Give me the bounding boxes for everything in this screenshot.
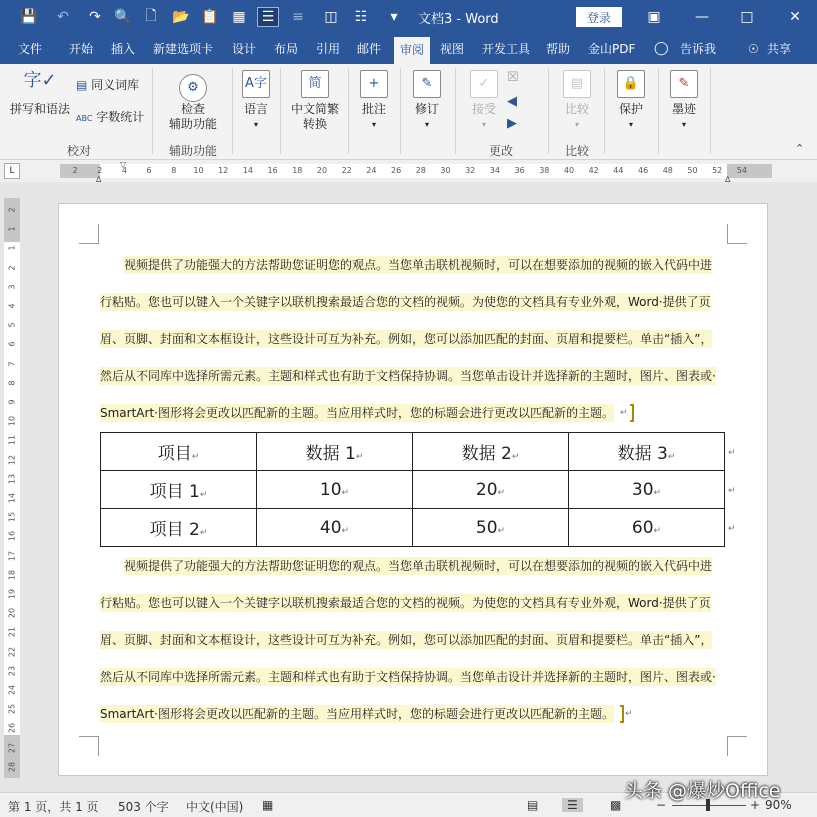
ink-label: 墨迹: [671, 102, 696, 116]
vertical-ruler-tick-label: 7: [7, 361, 17, 367]
ruler-tick-label: 10: [193, 166, 204, 175]
chinese-conversion-button[interactable]: [287, 70, 343, 132]
comments-label: 批注: [361, 102, 386, 116]
table-cell[interactable]: 数据 2↵: [413, 433, 569, 471]
tab-insert[interactable]: 插入: [111, 42, 136, 56]
group-separator: [455, 68, 456, 154]
share-button[interactable]: 共享: [767, 42, 792, 56]
ruler-tick-label: 20: [316, 166, 328, 175]
ruler-bar[interactable]: [60, 164, 772, 178]
first-line-indent-marker[interactable]: ▽: [120, 160, 127, 169]
group-separator: [400, 68, 401, 154]
redo-icon[interactable]: ↷: [89, 9, 101, 25]
word-count-label: 字数统计: [96, 110, 145, 124]
zoom-out-button[interactable]: −: [656, 798, 667, 812]
table-cell[interactable]: 20↵: [413, 471, 569, 509]
vertical-ruler-tick-label: 5: [7, 322, 17, 328]
vertical-ruler-tick-label: 28: [7, 761, 17, 772]
chevron-down-icon: ▾: [371, 120, 376, 129]
crop-mark: [79, 224, 99, 244]
vertical-ruler-tick-label: 15: [7, 512, 17, 523]
protect-label: 保护: [618, 102, 643, 116]
vertical-ruler-tick-label: 9: [7, 399, 17, 405]
ruler-tick-label: 14: [242, 166, 253, 175]
accept-button[interactable]: [467, 70, 501, 132]
lock-icon: 🔒: [617, 70, 645, 98]
left-margin-area: [60, 164, 103, 178]
ruler-tick-label: 48: [662, 166, 673, 175]
ruler-tick-label: 24: [366, 166, 377, 175]
table-cell[interactable]: 10↵: [257, 471, 413, 509]
chevron-down-icon: ▾: [628, 120, 633, 129]
ruler-tick-label: 30: [440, 166, 451, 175]
row-end-mark: ↵: [728, 448, 736, 458]
ruler-tick-label: 12: [218, 166, 229, 175]
vertical-ruler-tick-label: 1: [7, 245, 17, 251]
right-indent-marker[interactable]: ∆: [725, 175, 731, 184]
vertical-ruler[interactable]: [4, 198, 20, 778]
table-cell[interactable]: 数据 3↵: [569, 433, 725, 471]
tab-file[interactable]: 文件: [18, 42, 43, 56]
tell-me-search[interactable]: 告诉我: [680, 42, 717, 56]
table-cell[interactable]: 项目 2↵: [101, 509, 257, 547]
vertical-ruler-tick-label: 22: [7, 646, 17, 657]
zoom-in-button[interactable]: +: [750, 798, 761, 812]
ruler-tick-label: 52: [712, 166, 723, 175]
new-document-icon[interactable]: 🗋: [145, 8, 157, 24]
table-row: [101, 471, 725, 509]
ruler-tick-label: 42: [588, 166, 599, 175]
tab-help[interactable]: 帮助: [546, 42, 571, 56]
accessibility-label-2: 辅助功能: [168, 117, 217, 131]
ruler-tick-label: 34: [489, 166, 500, 175]
text-line: 行粘贴。您也可以键入一个关键字以联机搜索最适合您的文档的视频。为使您的文档具有专业外观，Word·提供了页: [100, 295, 711, 309]
group-changes-label: 更改: [489, 144, 514, 158]
reject-icon[interactable]: ☒: [507, 70, 519, 85]
table-cell[interactable]: 40↵: [257, 509, 413, 547]
vertical-ruler-tick-label: 14: [7, 492, 17, 504]
group-separator: [152, 68, 153, 154]
tab-home[interactable]: 开始: [69, 42, 94, 56]
vertical-ruler-tick-label: 8: [7, 380, 17, 386]
ribbon-display-options-icon[interactable]: ▣: [647, 9, 661, 25]
accessibility-label-1: 检查: [180, 102, 205, 116]
vertical-ruler-tick-label: 24: [7, 684, 17, 696]
lightbulb-icon: ◯: [654, 41, 669, 56]
vertical-ruler-tick-label: 2: [7, 207, 17, 213]
tab-view[interactable]: 视图: [440, 42, 465, 56]
word-count-icon: ABC: [76, 114, 93, 123]
tab-design[interactable]: 设计: [232, 42, 257, 56]
paragraph-mark: ↵: [625, 709, 633, 719]
vertical-ruler-tick-label: 1: [7, 226, 17, 232]
group-separator: [348, 68, 349, 154]
ruler-tick-label: 28: [415, 166, 426, 175]
ruler-tick-label: 4: [121, 166, 127, 175]
group-separator: [548, 68, 549, 154]
tab-review[interactable]: 审阅: [394, 37, 430, 64]
ruler-tick-label: 16: [267, 166, 278, 175]
zoom-level[interactable]: 90%: [765, 798, 792, 812]
thesaurus-label: 同义词库: [91, 78, 140, 92]
read-mode-view-icon[interactable]: ▤: [527, 798, 539, 812]
login-button[interactable]: 登录: [576, 7, 622, 27]
check-accessibility-button[interactable]: [163, 74, 223, 132]
accept-label: 接受: [471, 102, 496, 116]
previous-change-icon[interactable]: ◀: [507, 94, 517, 109]
content-control-end: [620, 705, 624, 723]
vertical-ruler-tick-label: 27: [7, 742, 17, 753]
text-line: 然后从不同库中选择所需元素。主题和样式也有助于文档保持协调。当您单击设计并选择新的主题时，图片、图表或·: [100, 369, 716, 383]
columns-icon[interactable]: ◫: [324, 9, 338, 25]
table-header-row: [101, 433, 725, 471]
group-separator: [658, 68, 659, 154]
tab-selector[interactable]: L: [4, 163, 20, 179]
chinese-conversion-label-1: 中文简繁: [290, 102, 339, 116]
ruler-tick-label: 8: [171, 166, 177, 175]
undo-icon[interactable]: ↶: [57, 9, 69, 25]
ruler-tick-label: 50: [687, 166, 698, 175]
maximize-icon[interactable]: □: [740, 9, 754, 25]
open-folder-icon[interactable]: 📂: [172, 9, 190, 25]
row-end-mark: ↵: [728, 524, 736, 534]
horizontal-ruler[interactable]: [0, 160, 817, 182]
compare-button[interactable]: [560, 70, 594, 132]
table-cell[interactable]: 项目↵: [101, 433, 257, 471]
text-line: 视频提供了功能强大的方法帮助您证明您的观点。当您单击联机视频时，可以在想要添加的视频的嵌入代码中进: [124, 258, 713, 272]
chevron-down-icon: ▾: [481, 120, 486, 129]
ruler-tick-label: 18: [292, 166, 303, 175]
vertical-ruler-tick-label: 26: [7, 723, 17, 734]
language-button[interactable]: [239, 70, 273, 132]
ribbon-tabs: [0, 34, 817, 64]
spelling-grammar-button[interactable]: [10, 70, 70, 117]
ruler-tick-label: 44: [613, 166, 624, 175]
ruler-tick-label: 32: [465, 166, 476, 175]
layout-icon[interactable]: ☷: [354, 9, 368, 25]
group-proofing-label: 校对: [67, 144, 92, 158]
vertical-ruler-tick-label: 16: [7, 531, 17, 542]
vertical-ruler-tick-label: 25: [7, 704, 17, 715]
content-control-end: [630, 404, 634, 422]
table-cell[interactable]: 30↵: [569, 471, 725, 509]
tab-mailings[interactable]: 邮件: [357, 42, 382, 56]
vertical-ruler-tick-label: 20: [7, 608, 17, 619]
track-changes-button[interactable]: [410, 70, 444, 132]
read-mode-icon[interactable]: ▦: [232, 9, 246, 25]
row-end-mark: ↵: [728, 486, 736, 496]
group-separator: [710, 68, 711, 154]
compare-icon: ▤: [563, 70, 591, 98]
language-label: 语言: [243, 102, 268, 116]
text-line: SmartArt·图形将会更改以匹配新的主题。当应用样式时，您的标题会进行更改以匹配新的主题。: [100, 707, 614, 721]
ruler-tick-label: 38: [539, 166, 550, 175]
left-indent-marker[interactable]: ∆: [96, 175, 102, 184]
thesaurus-icon: ▤: [76, 78, 88, 92]
ink-button[interactable]: [667, 70, 701, 132]
show-hide-icon[interactable]: ☰: [257, 7, 279, 27]
table-cell[interactable]: 数据 1↵: [257, 433, 413, 471]
vertical-ruler-tick-label: 21: [7, 627, 17, 638]
web-layout-view-icon[interactable]: ▩: [610, 798, 622, 812]
group-compare-label: 比较: [565, 144, 590, 158]
ruler-tick-label: 26: [391, 166, 402, 175]
tab-developer[interactable]: 开发工具: [482, 42, 531, 56]
table-cell[interactable]: 项目 1↵: [101, 471, 257, 509]
word-count-button[interactable]: [76, 110, 144, 126]
ruler-tick-label: 2: [72, 166, 78, 175]
ruler-tick-label: 46: [638, 166, 649, 175]
vertical-ruler-tick-label: 11: [7, 435, 17, 446]
vertical-ruler-tick-label: 12: [7, 454, 17, 465]
vertical-ruler-tick-label: 3: [7, 284, 17, 290]
text-line: 眉、页脚、封面和文本框设计，这些设计可互为补充。例如，您可以添加匹配的封面、页眉和提要栏。单击“插入”，: [100, 332, 713, 346]
paragraph-mark: ↵: [620, 408, 628, 418]
ruler-tick-label: 6: [146, 166, 152, 175]
compare-label: 比较: [564, 102, 589, 116]
vertical-ruler-tick-label: 23: [7, 665, 17, 676]
tab-kingsoft-pdf[interactable]: 金山PDF: [588, 42, 636, 56]
spelling-icon: 字✓: [23, 70, 57, 91]
chinese-conversion-label-2: 转换: [302, 117, 327, 131]
watermark: 头条 @爆炒Office: [624, 780, 781, 802]
vertical-ruler-tick-label: 10: [7, 416, 17, 427]
share-icon[interactable]: ☉: [748, 42, 759, 56]
vertical-ruler-tick-label: 2: [7, 265, 17, 271]
accessibility-icon: ⚙: [179, 74, 207, 102]
accept-icon: ✓: [470, 70, 498, 98]
data-table[interactable]: [100, 432, 725, 547]
spelling-label: 拼写和语法: [10, 102, 71, 116]
group-separator: [604, 68, 605, 154]
tab-new-tab[interactable]: 新建选项卡: [153, 42, 214, 56]
ruler-tick-label: 54: [736, 166, 747, 175]
title-bar: [0, 0, 817, 34]
ruler-tick-label: 40: [563, 166, 575, 175]
next-change-icon[interactable]: ▶: [507, 116, 517, 131]
ink-icon: ✎: [670, 70, 698, 98]
collapse-ribbon-icon[interactable]: ⌃: [795, 142, 805, 155]
word-count[interactable]: 503 个字: [118, 800, 169, 814]
table-row: [101, 509, 725, 547]
tracking-label: 修订: [414, 102, 439, 116]
tab-references[interactable]: 引用: [316, 42, 341, 56]
chevron-down-icon: ▾: [253, 120, 258, 129]
ribbon: [0, 64, 817, 160]
crop-mark: [79, 736, 99, 756]
paragraph-icon[interactable]: ≡: [292, 9, 304, 25]
vertical-scrollbar[interactable]: [805, 182, 817, 792]
macro-record-icon[interactable]: ▦: [262, 798, 274, 812]
document-page[interactable]: [58, 203, 768, 776]
table-cell[interactable]: 50↵: [413, 509, 569, 547]
print-preview-icon[interactable]: 🔍: [114, 9, 132, 25]
group-separator: [280, 68, 281, 154]
chevron-down-icon: ▾: [681, 120, 686, 129]
protect-button[interactable]: [614, 70, 648, 132]
vertical-ruler-tick-label: 13: [7, 473, 17, 484]
text-line: 行粘贴。您也可以键入一个关键字以联机搜索最适合您的文档的视频。为使您的文档具有专业外观，Word·提供了页: [100, 596, 711, 610]
table-cell[interactable]: 60↵: [569, 509, 725, 547]
comment-icon: +: [360, 70, 388, 98]
text-line: 然后从不同库中选择所需元素。主题和样式也有助于文档保持协调。当您单击设计并选择新的主题时，图片、图表或·: [100, 670, 716, 684]
thesaurus-button[interactable]: [76, 78, 139, 93]
language-icon: A字: [242, 70, 270, 98]
save-icon[interactable]: 💾: [20, 9, 38, 25]
right-margin-area: [727, 164, 772, 178]
language-status[interactable]: 中文(中国): [186, 800, 244, 814]
vertical-ruler-tick-label: 6: [7, 341, 17, 347]
track-changes-icon: ✎: [413, 70, 441, 98]
vertical-ruler-tick-label: 19: [7, 588, 17, 600]
group-separator: [232, 68, 233, 154]
text-line: SmartArt·图形将会更改以匹配新的主题。当应用样式时，您的标题会进行更改以匹配新的主题。: [100, 406, 614, 420]
tab-layout[interactable]: 布局: [274, 42, 299, 56]
text-line: 眉、页脚、封面和文本框设计，这些设计可互为补充。例如，您可以添加匹配的封面、页眉和提要栏。单击“插入”，: [100, 633, 713, 647]
chevron-down-icon: ▾: [424, 120, 429, 129]
print-layout-view-icon[interactable]: ☰: [562, 798, 583, 812]
group-accessibility-label: 辅助功能: [169, 144, 218, 158]
chinese-conversion-icon: 简: [301, 70, 329, 98]
crop-mark: [727, 224, 747, 244]
paste-icon[interactable]: 📋: [201, 9, 219, 25]
comments-button[interactable]: [357, 70, 391, 132]
ruler-tick-label: 36: [514, 166, 525, 175]
vertical-ruler-tick-label: 17: [7, 550, 17, 561]
page-count[interactable]: 第 1 页，共 1 页: [8, 800, 99, 814]
vertical-ruler-tick-label: 4: [7, 303, 17, 309]
chevron-down-icon: ▾: [574, 120, 579, 129]
crop-mark: [727, 736, 747, 756]
window-title: 文档3 - Word: [418, 12, 499, 27]
minimize-icon[interactable]: —: [695, 9, 709, 25]
customize-qat-icon[interactable]: ▾: [390, 9, 398, 25]
text-line: 视频提供了功能强大的方法帮助您证明您的观点。当您单击联机视频时，可以在想要添加的视频的嵌入代码中进: [124, 559, 713, 573]
vertical-ruler-tick-label: 18: [7, 569, 17, 580]
ruler-tick-label: 2: [97, 166, 103, 175]
close-icon[interactable]: ✕: [789, 9, 801, 25]
ruler-tick-label: 22: [341, 166, 352, 175]
